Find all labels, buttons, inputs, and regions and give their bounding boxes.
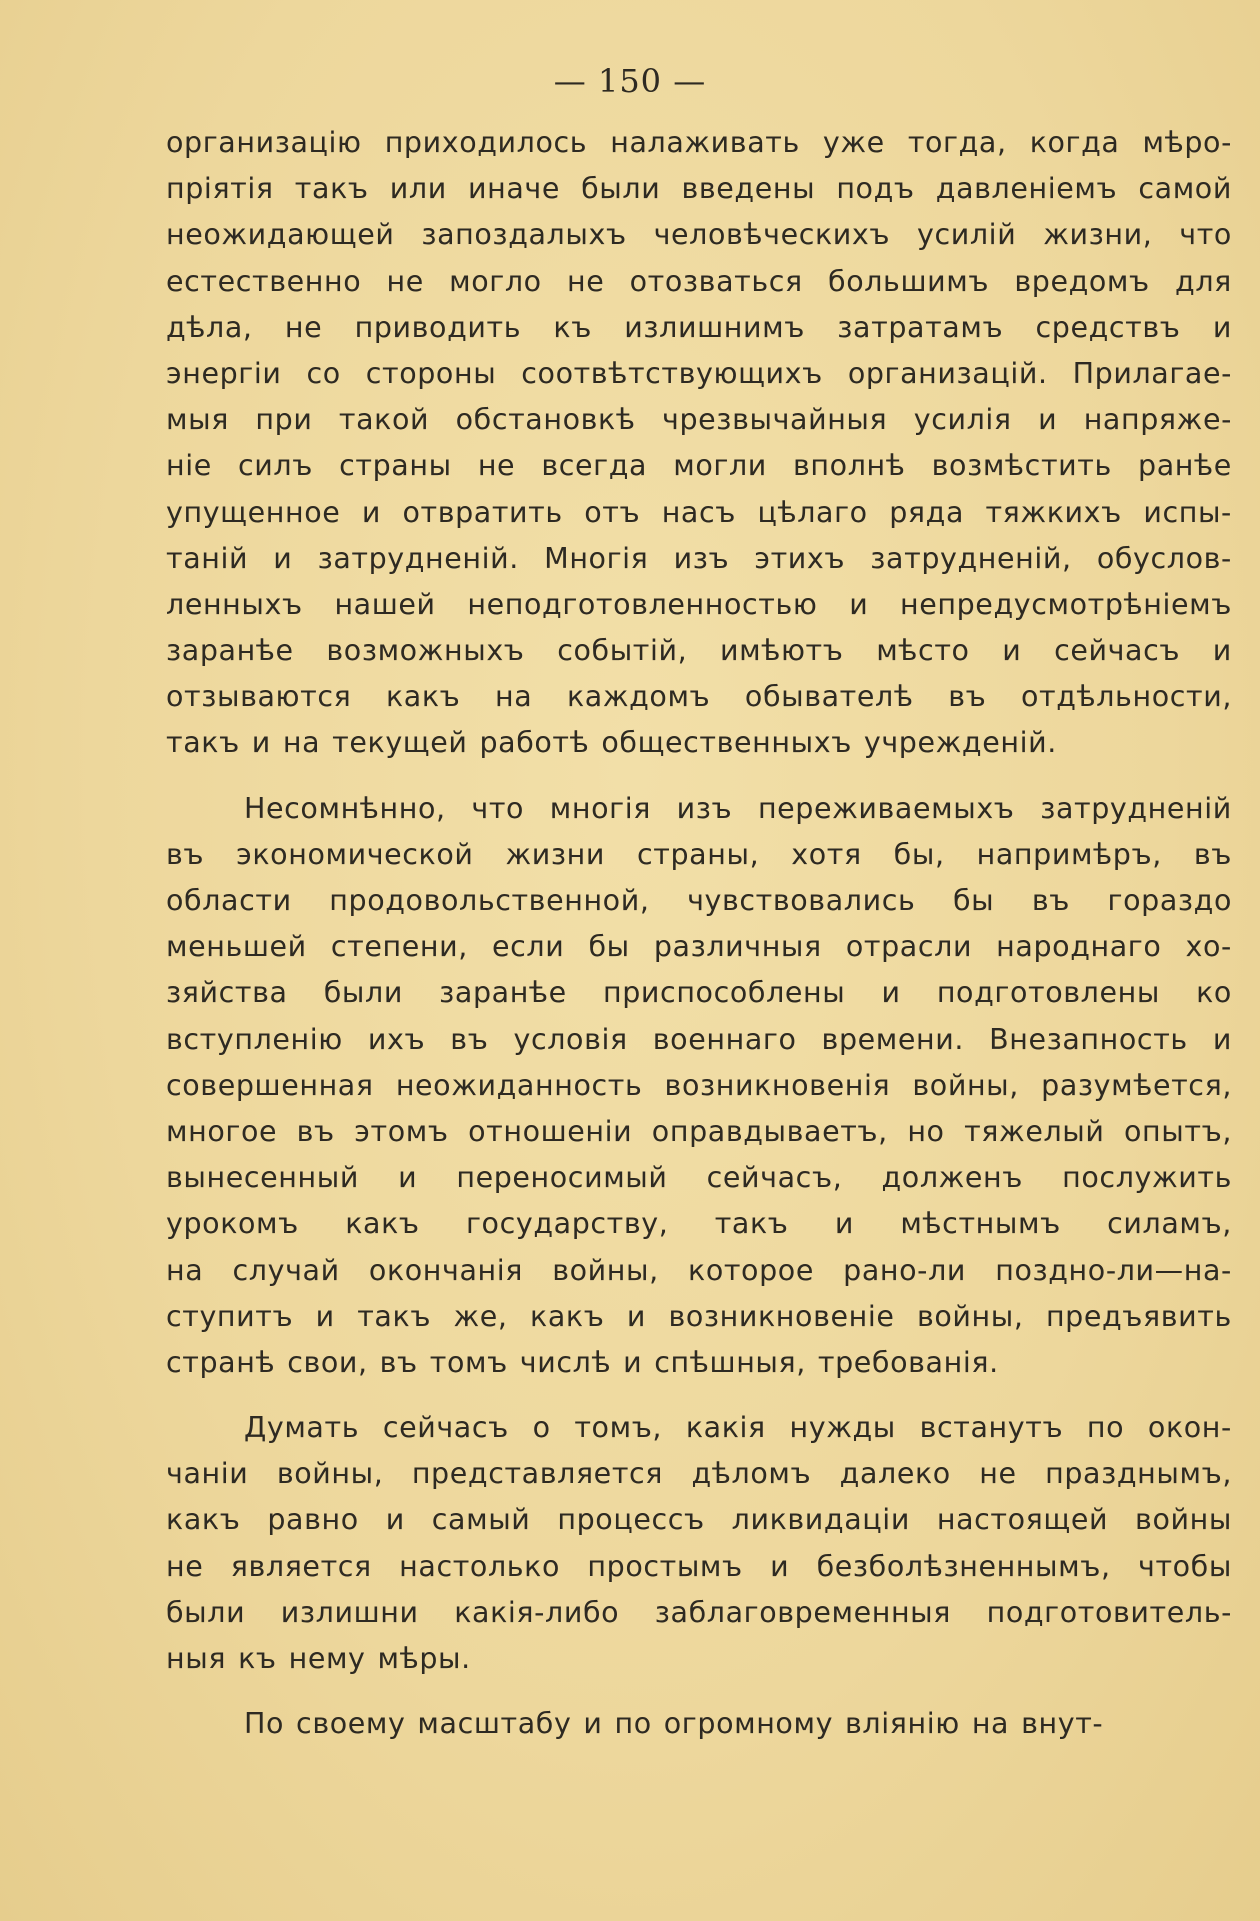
paragraph — [166, 120, 1232, 767]
text-line: дѣла, не приводить къ излишнимъ затратамъ средствъ и — [166, 310, 1232, 344]
text-line: неожидающей запоздалыхъ человѣческихъ усилій жизни, что — [166, 218, 1232, 252]
text-line: области продовольственной, чувствовались бы въ гораздо — [166, 884, 1232, 917]
text-line: зяйства были заранѣе приспособлены и подготовлены ко — [166, 976, 1232, 1010]
page-number: — 150 — — [553, 62, 707, 100]
text-line: не является настолько простымъ и безболѣзненнымъ, чтобы — [166, 1549, 1232, 1583]
text-line: совершенная неожиданность возникновенія войны, разумѣется, — [166, 1068, 1232, 1102]
text-line: ніе силъ страны не всегда могли вполнѣ возмѣстить ранѣе — [166, 449, 1232, 483]
paragraph — [166, 1405, 1232, 1682]
text-line: мыя при такой обстановкѣ чрезвычайныя усилія и напряже- — [166, 403, 1232, 437]
paragraph-gap — [166, 1386, 1232, 1405]
text-line: вступленію ихъ въ условія военнаго времени. Внезапность и — [166, 1022, 1232, 1056]
text-line: упущенное и отвратить отъ насъ цѣлаго ряда тяжкихъ испы- — [166, 495, 1232, 529]
text-line: въ экономической жизни страны, хотя бы, напримѣръ, въ — [166, 837, 1232, 871]
text-line: ленныхъ нашей неподготовленностью и непредусмотрѣніемъ — [166, 587, 1232, 621]
text-line: многое въ этомъ отношеніи оправдываетъ, но тяжелый опытъ, — [166, 1114, 1232, 1148]
text-line: на случай окончанія войны, которое рано-ли поздно-ли—на- — [166, 1253, 1232, 1287]
text-line: организацію приходилось налаживать уже тогда, когда мѣро- — [166, 126, 1232, 159]
text-line: урокомъ какъ государству, такъ и мѣстнымъ силамъ, — [166, 1207, 1232, 1241]
text-line: заранѣе возможныхъ событій, имѣютъ мѣсто и сейчасъ и — [166, 634, 1232, 668]
paragraph-gap — [166, 767, 1232, 786]
text-line: странѣ свои, въ томъ числѣ и спѣшныя, требованія. — [166, 1345, 999, 1379]
paragraph-gap — [166, 1682, 1232, 1701]
paragraph — [166, 786, 1232, 1386]
text-line: были излишни какія-либо заблаговременныя подготовитель- — [166, 1595, 1232, 1629]
text-line: пріятія такъ или иначе были введены подъ давленіемъ самой — [166, 172, 1232, 206]
text-line: вынесенный и переносимый сейчасъ, долженъ послужить — [166, 1161, 1232, 1195]
text-line: отзываются какъ на каждомъ обывателѣ въ отдѣльности, — [166, 680, 1232, 714]
text-line: какъ равно и самый процессъ ликвидаціи настоящей войны — [166, 1503, 1232, 1537]
text-line: энергіи со стороны соотвѣтствующихъ организацій. Прилагае- — [166, 356, 1232, 390]
text-line: ныя къ нему мѣры. — [166, 1642, 471, 1675]
text-line: таній и затрудненій. Многія изъ этихъ затрудненій, обуслов- — [166, 541, 1232, 575]
text-line: По своему масштабу и по огромному вліянію на внут- — [244, 1707, 1104, 1741]
text-line: такъ и на текущей работѣ общественныхъ учрежденій. — [166, 726, 1057, 760]
text-line: естественно не могло не отозваться большимъ вредомъ для — [166, 264, 1232, 298]
text-line: Думать сейчасъ о томъ, какія нужды встанутъ по окон- — [244, 1411, 1232, 1445]
text-line: ступитъ и такъ же, какъ и возникновеніе войны, предъявить — [166, 1299, 1232, 1333]
text-line: Несомнѣнно, что многія изъ переживаемыхъ затрудненій — [244, 791, 1232, 825]
text-body — [166, 120, 1232, 1747]
text-line: меньшей степени, если бы различныя отрасли народнаго хо- — [166, 930, 1232, 964]
text-line: чаніи войны, представляется дѣломъ далеко не празднымъ, — [166, 1457, 1232, 1491]
paragraph — [166, 1701, 1232, 1747]
